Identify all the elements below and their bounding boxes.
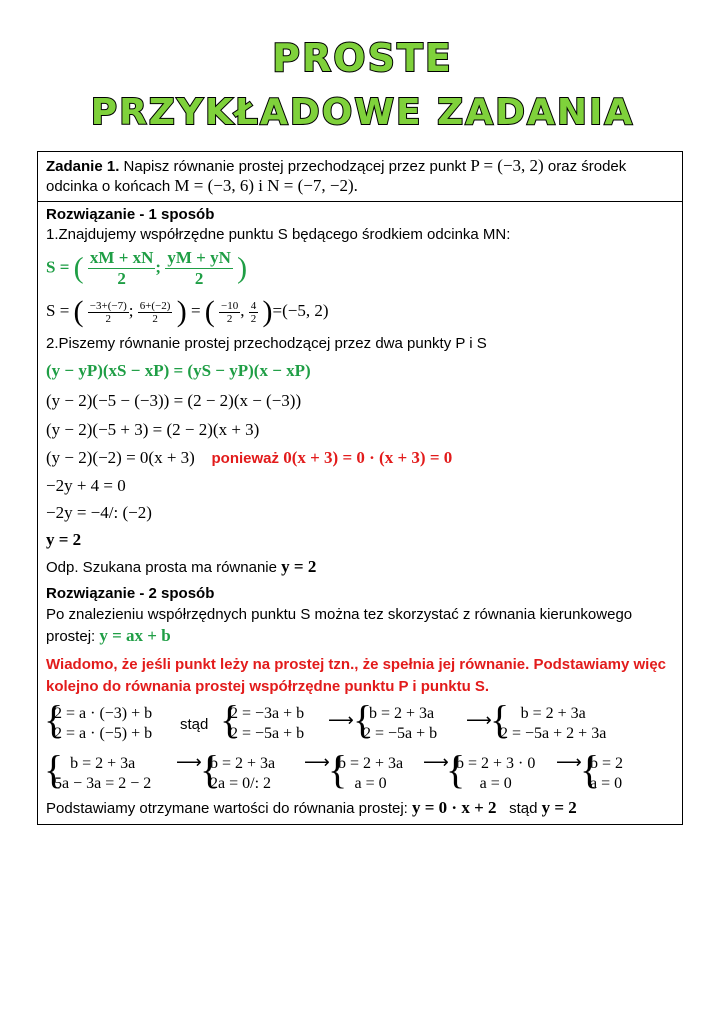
arrow-icon: ⟶: [328, 710, 354, 731]
calc-den-3: 2: [226, 312, 233, 325]
frac-y-den: 2: [194, 269, 204, 288]
final-stad: stąd: [509, 800, 538, 817]
frac-y: [165, 248, 233, 289]
task-text-b: oraz środek: [547, 158, 627, 175]
calc-den-1: 2: [105, 312, 112, 325]
final-result: y = 2: [541, 798, 577, 817]
system-9-row-1: b = 2: [590, 755, 624, 772]
system-1-row-2: 2 = a · (−5) + b: [54, 725, 153, 742]
method2-intro-2: [46, 626, 171, 646]
divider: [38, 201, 682, 202]
system-6-row-1: b = 2 + 3a: [210, 755, 276, 772]
final-text: Podstawiamy otrzymane wartości do równania prostej:: [46, 800, 408, 817]
eq3-math: (y − 2)(−2) = 0(x + 3): [46, 448, 195, 467]
eq-line-2: (y − 2)(−5 + 3) = (2 − 2)(x + 3): [46, 420, 260, 439]
calc-frac-3: [219, 300, 240, 325]
eq-line-1: (y − 2)(−5 − (−3)) = (2 − 2)(x − (−3)): [46, 391, 302, 410]
calc-frac-1: [88, 300, 129, 325]
method1-heading: Rozwiązanie - 1 sposób: [46, 206, 215, 223]
two-point-formula: (y − yP)(xS − xP) = (yS − yP)(x − xP): [46, 361, 311, 380]
answer-math: y = 2: [281, 557, 317, 576]
s-calc-lhs: S =: [46, 300, 70, 320]
calc-den-2: 2: [152, 312, 158, 325]
s-formula: S = ( $\frac{xM + xN}{2}$ ; $\frac{yM + yN}{2}$ ): [46, 248, 248, 288]
task-box: Zadanie 1. Napisz równanie prostej przechodzącej przez punkt P = (−3, 2) oraz środek odcinka o końcach M = (−3, 6) i N = (−7, −2). Rozwiązanie - 1 sposób 1.Znajdujemy współrzędne punktu S będącego środkiem odcinka MN: S = ( $\frac{xM + xN}{2}$ ; $\frac{yM + yN}{2}$ ) S = ( $\frac{-3+(-7)}{2}$ ; $\frac{6+(-2)}{2}$ ) = ( $\frac{-10}{2}$ , $\frac{4}{2}$ )=(−5, 2) 2.Piszemy równanie prostej przechodzącej przez dwa punkty P i S (y − yP)(xS − xP) = (yS − yP)(x − xP) (y − 2)(−5 − (−3)) = (2 − 2)(x − (−3)) (y − 2)(−5 + 3) = (2 − 2)(x + 3) (y − 2)(−2) = 0(x + 3) ponieważ 0(x + 3) = 0 · (x + 3) = 0 −2y + 4 = 0 −2y = −4/: (−2) y = 2 Odp. Szukana prosta ma równanie y = 2 Rozwiązanie - 2 sposób Po znalezieniu współrzędnych punktu S można tez skorzystać z równania kierunkowego prostej: y = ax + b Wiadomo, że jeśli punkt leży na prostej tzn., że spełnia jej równanie. Podstawiamy więc kolejno do równania prostej współrzędne punktu P i punktu S. { 2 = a · (−3) + b 2 = a · (−5) + b stąd { 2 = −3a + b 2 = −5a + b ⟶ { b = 2 + 3a 2 = −5a + b ⟶ { b = 2 + 3a 2 = −5a + 2 + 3a { b = 2 + 3a 5a − 3a = 2 − 2 ⟶ { b = 2 + 3a 2a = 0/: 2 ⟶ { b = 2 + 3a a = 0 ⟶ { b = 2 + 3 · 0 a = 0 ⟶ { b = 2 a = 0 Podstawiamy otrzymane wartości do równania prostej: y = 0 · x + 2 stąd y = 2: [37, 151, 683, 825]
red-note-2: kolejno do równania prostej współrzędne punktu P i punktu S.: [46, 678, 490, 695]
system-9-row-2: a = 0: [590, 775, 623, 792]
final-line: [46, 798, 577, 818]
system-8-row-1: b = 2 + 3 · 0: [456, 755, 536, 772]
calc-num-3: −10: [221, 299, 239, 312]
system-3-row-1: b = 2 + 3a: [369, 705, 435, 722]
frac-x: [88, 248, 156, 289]
system-3-row-2: 2 = −5a + b: [363, 725, 438, 742]
step2-text: 2.Piszemy równanie prostej przechodzącej przez dwa punkty P i S: [46, 335, 487, 352]
system-4-row-2: 2 = −5a + 2 + 3a: [500, 725, 607, 742]
eq-line-5: −2y = −4/: (−2): [46, 503, 152, 522]
calc-den-4: 2: [250, 312, 257, 325]
arrow-icon: ⟶: [423, 752, 449, 773]
calc-frac-2: [138, 300, 173, 325]
task-text-c: odcinka o końcach: [46, 178, 171, 195]
system-7-row-1: b = 2 + 3a: [338, 755, 404, 772]
eq-line-4: −2y + 4 = 0: [46, 476, 126, 495]
segment-endpoints: M = (−3, 6) i N = (−7, −2).: [174, 176, 358, 195]
system-1-row-1: 2 = a · (−3) + b: [54, 705, 153, 722]
task-text: Napisz równanie prostej przechodzącej przez punkt: [123, 158, 467, 175]
note-word: ponieważ: [211, 450, 280, 467]
slope-intercept-form: y = ax + b: [99, 626, 171, 645]
arrow-icon: ⟶: [304, 752, 330, 773]
system-7-row-2: a = 0: [354, 775, 387, 792]
system-6-row-2: 2a = 0/: 2: [210, 775, 272, 792]
calc-result: =(−5, 2): [272, 300, 329, 320]
system-2-row-1: 2 = −3a + b: [230, 705, 305, 722]
red-note-1: Wiadomo, że jeśli punkt leży na prostej tzn., że spełnia jej równanie. Podstawiamy więc: [46, 656, 667, 673]
eq-line-6: y = 2: [46, 530, 82, 549]
arrow-icon: ⟶: [556, 752, 582, 773]
system-5-row-2: 5a − 3a = 2 − 2: [54, 775, 152, 792]
stad-label: stąd: [180, 716, 209, 733]
task-label: Zadanie 1.: [46, 158, 120, 175]
point-p: P = (−3, 2): [470, 156, 544, 175]
arrow-icon: ⟶: [176, 752, 202, 773]
calc-frac-4: [249, 300, 259, 325]
intro2-text: prostej:: [46, 628, 96, 645]
task-line-2: [46, 176, 358, 196]
s-lhs: S =: [46, 257, 70, 277]
final-math: y = 0 · x + 2: [412, 798, 497, 817]
answer-line: [46, 557, 316, 577]
frac-x-den: 2: [117, 269, 126, 288]
frac-y-num: yM + yN: [167, 248, 231, 267]
system-2-row-2: 2 = −5a + b: [230, 725, 305, 742]
s-calc: S = ( $\frac{-3+(-7)}{2}$ ; $\frac{6+(-2)}{2}$ ) = ( $\frac{-10}{2}$ , $\frac{4}{2}$ )=(−5, 2): [46, 295, 329, 328]
arrow-icon: ⟶: [466, 710, 492, 731]
calc-num-4: 4: [250, 299, 257, 312]
method2-heading: Rozwiązanie - 2 sposób: [46, 585, 215, 602]
frac-x-num: xM + xN: [89, 248, 154, 267]
note-math: 0(x + 3) = 0 · (x + 3) = 0: [283, 448, 453, 467]
calc-num-1: −3+(−7): [89, 299, 127, 312]
calc-num-2: 6+(−2): [139, 299, 171, 312]
system-5-row-1: b = 2 + 3a: [70, 755, 136, 772]
method2-intro-1: Po znalezieniu współrzędnych punktu S można tez skorzystać z równania kierunkowego: [46, 606, 633, 623]
system-4-row-1: b = 2 + 3a: [520, 705, 586, 722]
task-line-1: [46, 156, 626, 176]
title-line-1: PROSTE: [272, 36, 453, 80]
step1-text: 1.Znajdujemy współrzędne punktu S będącego środkiem odcinka MN:: [46, 226, 511, 243]
title-line-2: PRZYKŁADOWE ZADANIA: [90, 92, 635, 133]
answer-text: Odp. Szukana prosta ma równanie: [46, 559, 277, 576]
eq-line-3: [46, 448, 452, 468]
system-8-row-2: a = 0: [479, 775, 512, 792]
calc-eq: =: [190, 300, 201, 320]
